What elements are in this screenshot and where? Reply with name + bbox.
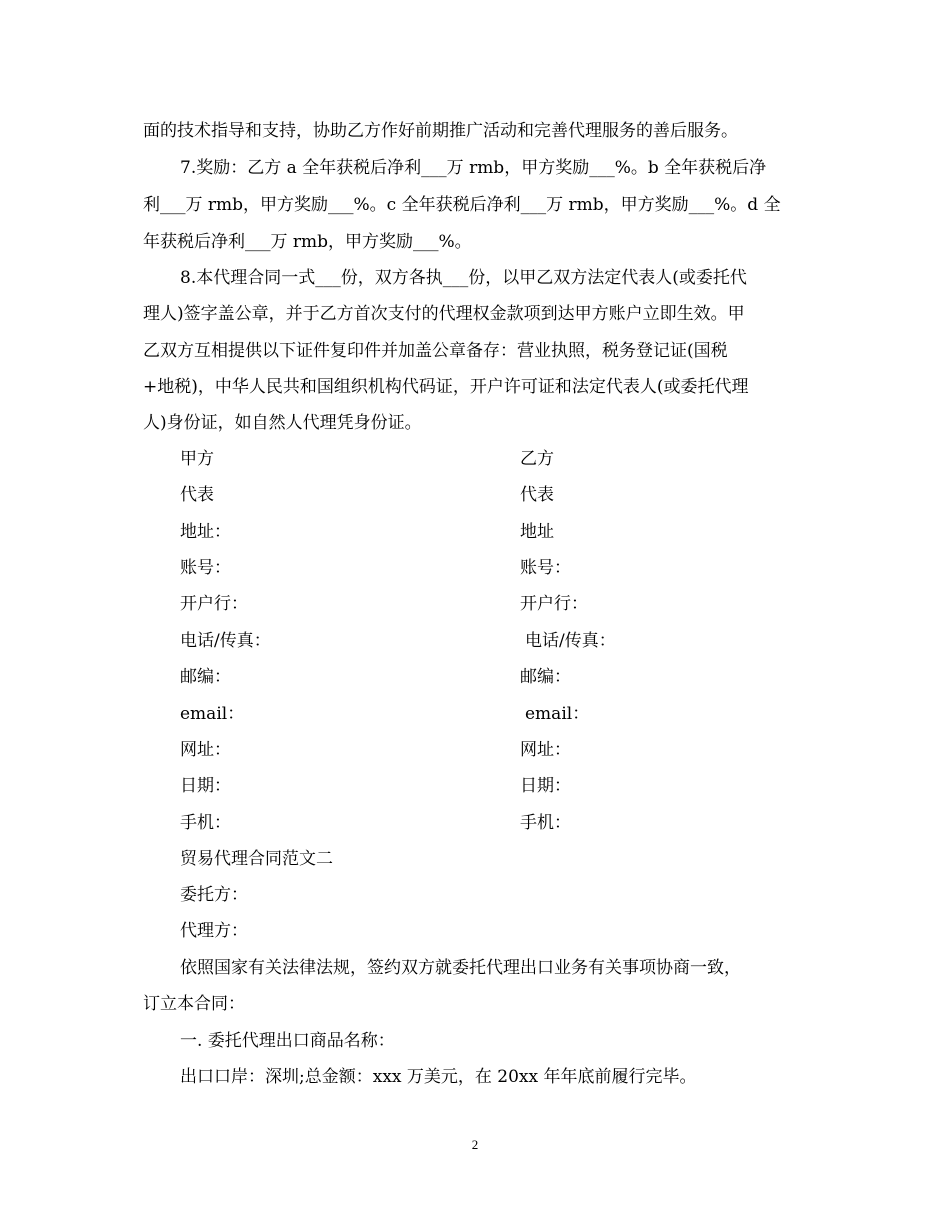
party-b-mobile: 手机： <box>520 813 571 833</box>
paragraph-line: 利___万 rmb，甲方奖励___%。c 全年获税后净利___万 rmb，甲方奖励___%。d 全 <box>143 195 781 215</box>
party-a-account: 账号： <box>180 558 231 578</box>
party-a-email: email： <box>180 704 245 724</box>
party-b-bank: 开户行： <box>520 594 588 614</box>
party-a-website: 网址： <box>180 740 231 760</box>
party-a-mobile: 手机： <box>180 813 231 833</box>
party-b-email: email： <box>525 704 590 724</box>
paragraph-line: 乙双方互相提供以下证件复印件并加盖公章备存：营业执照，税务登记证(国税 <box>143 341 728 361</box>
paragraph-line: 依照国家有关法律法规，签约双方就委托代理出口业务有关事项协商一致， <box>180 958 741 978</box>
page-number: 2 <box>471 1137 479 1152</box>
party-b-representative: 代表 <box>520 485 554 505</box>
party-b-postcode: 邮编： <box>520 667 571 687</box>
section-title: 贸易代理合同范文二 <box>180 849 333 869</box>
paragraph-line: 7.奖励：乙方 a 全年获税后净利___万 rmb，甲方奖励___%。b 全年获税后净 <box>180 158 767 178</box>
party-b-label: 乙方 <box>520 449 554 469</box>
party-b-account: 账号： <box>520 558 571 578</box>
party-a-label: 甲方 <box>180 449 214 469</box>
paragraph-line: 8.本代理合同一式___份，双方各执___份，以甲乙双方法定代表人(或委托代 <box>180 268 747 288</box>
paragraph-line: +地税)，中华人民共和国组织机构代码证，开户许可证和法定代表人(或委托代理 <box>143 377 749 397</box>
paragraph-line: 年获税后净利___万 rmb，甲方奖励___%。 <box>143 232 472 252</box>
paragraph-line: 出口口岸：深圳;总金额：xxx 万美元，在 20xx 年年底前履行完毕。 <box>180 1067 697 1087</box>
party-b-website: 网址： <box>520 740 571 760</box>
paragraph-line: 订立本合同： <box>143 994 245 1014</box>
party-a-date: 日期： <box>180 776 231 796</box>
paragraph-line: 理人)签字盖公章，并于乙方首次支付的代理权金款项到达甲方账户立即生效。甲 <box>143 304 745 324</box>
party-a-postcode: 邮编： <box>180 667 231 687</box>
agent-label: 代理方： <box>180 921 248 941</box>
paragraph-line: 人)身份证，如自然人代理凭身份证。 <box>143 413 422 433</box>
party-b-phone-fax: 电话/传真： <box>525 631 616 651</box>
principal-label: 委托方： <box>180 885 248 905</box>
party-a-bank: 开户行： <box>180 594 248 614</box>
paragraph-line: 面的技术指导和支持，协助乙方作好前期推广活动和完善代理服务的善后服务。 <box>143 121 738 141</box>
party-a-phone-fax: 电话/传真： <box>180 631 271 651</box>
party-a-address: 地址： <box>180 522 231 542</box>
party-a-representative: 代表 <box>180 485 214 505</box>
party-b-date: 日期： <box>520 776 571 796</box>
party-b-address: 地址 <box>520 522 554 542</box>
clause-heading: 一. 委托代理出口商品名称： <box>180 1031 395 1051</box>
